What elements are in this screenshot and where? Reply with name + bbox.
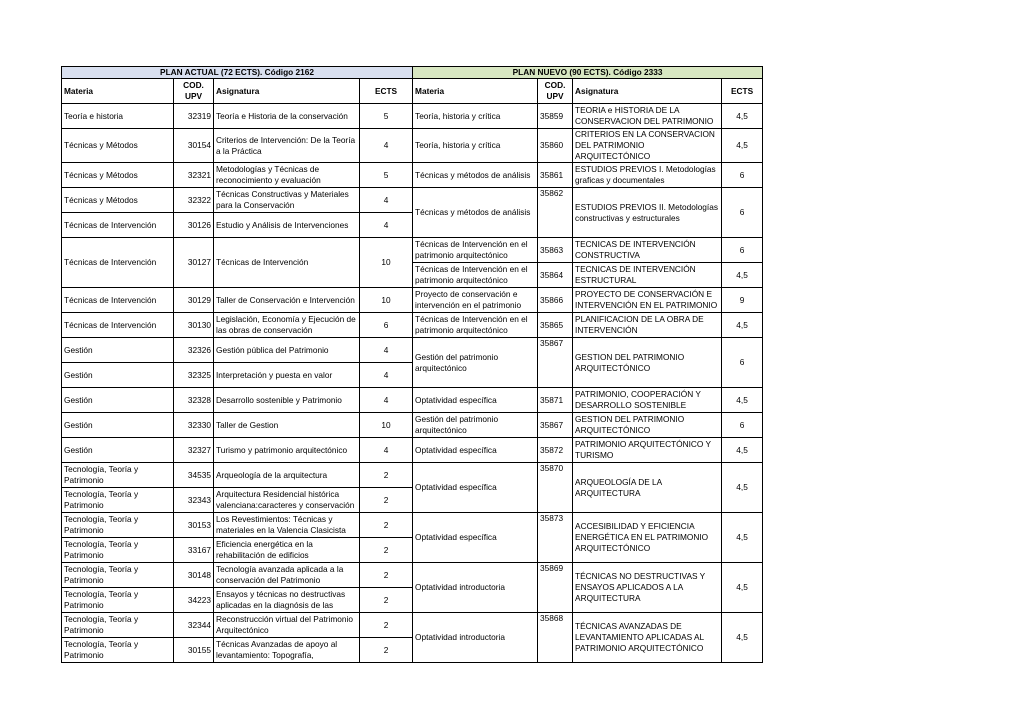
nuevo-materia: Gestión del patrimonio arquitectónico (413, 413, 538, 438)
actual-materia: Tecnología, Teoría y Patrimonio (62, 513, 174, 538)
header-asignatura: Asignatura (214, 79, 360, 104)
actual-ects: 4 (360, 338, 413, 363)
nuevo-asignatura: GESTION DEL PATRIMONIO ARQUITECTÓNICO (573, 338, 722, 388)
actual-ects: 2 (360, 538, 413, 563)
actual-materia: Gestión (62, 413, 174, 438)
nuevo-cod: 35867 (538, 338, 573, 388)
nuevo-ects: 6 (722, 413, 763, 438)
nuevo-cod: 35862 (538, 188, 573, 238)
nuevo-asignatura: ESTUDIOS PREVIOS I. Metodologías graficas y documentales (573, 163, 722, 188)
equivalence-table (61, 66, 763, 663)
header-materia: Materia (62, 79, 174, 104)
nuevo-asignatura: CRITERIOS EN LA CONSERVACION DEL PATRIMONIO ARQUITECTÓNICO (573, 129, 722, 163)
nuevo-materia: Optatividad específica (413, 438, 538, 463)
nuevo-asignatura: TÉCNICAS AVANZADAS DE LEVANTAMIENTO APLICADAS AL PATRIMONIO ARQUITECTÓNICO (573, 613, 722, 663)
actual-asignatura: Técnicas Constructivas y Materiales para la Conservación (214, 188, 360, 213)
table-row (62, 288, 763, 313)
nuevo-cod: 35866 (538, 288, 573, 313)
nuevo-ects: 4,5 (722, 438, 763, 463)
actual-ects: 10 (360, 288, 413, 313)
nuevo-materia: Teoría, historia y crítica (413, 129, 538, 163)
header-materia: Materia (413, 79, 538, 104)
actual-cod: 32343 (174, 488, 214, 513)
table-row (62, 188, 763, 213)
nuevo-materia: Optatividad específica (413, 513, 538, 563)
nuevo-ects: 6 (722, 188, 763, 238)
nuevo-materia: Optatividad específica (413, 388, 538, 413)
nuevo-ects: 4,5 (722, 563, 763, 613)
nuevo-ects: 4,5 (722, 463, 763, 513)
nuevo-asignatura: PROYECTO DE CONSERVACIÓN E INTERVENCIÓN EN EL PATRIMONIO (573, 288, 722, 313)
nuevo-ects: 4,5 (722, 313, 763, 338)
nuevo-cod: 35864 (538, 263, 573, 288)
nuevo-materia: Optatividad introductoria (413, 563, 538, 613)
nuevo-materia: Técnicas de Intervención en el patrimonio arquitectónico (413, 238, 538, 263)
table-row (62, 513, 763, 538)
actual-ects: 4 (360, 388, 413, 413)
actual-asignatura: Los Revestimientos: Técnicas y materiales en la Valencia Clasicista (214, 513, 360, 538)
nuevo-cod: 35869 (538, 563, 573, 613)
nuevo-materia: Técnicas de Intervención en el patrimonio arquitectónico (413, 263, 538, 288)
nuevo-cod: 35868 (538, 613, 573, 663)
actual-ects: 2 (360, 613, 413, 638)
actual-asignatura: Turismo y patrimonio arquitectónico (214, 438, 360, 463)
nuevo-materia: Gestión del patrimonio arquitectónico (413, 338, 538, 388)
nuevo-ects: 6 (722, 163, 763, 188)
actual-cod: 32325 (174, 363, 214, 388)
actual-cod: 30153 (174, 513, 214, 538)
actual-cod: 32327 (174, 438, 214, 463)
nuevo-cod: 35859 (538, 104, 573, 129)
nuevo-asignatura: ESTUDIOS PREVIOS II. Metodologías constructivas y estructurales (573, 188, 722, 238)
plan-nuevo-title: PLAN NUEVO (90 ECTS). Código 2333 (413, 67, 763, 79)
actual-materia: Tecnología, Teoría y Patrimonio (62, 488, 174, 513)
actual-asignatura: Criterios de Intervención: De la Teoría a la Práctica (214, 129, 360, 163)
actual-cod: 32330 (174, 413, 214, 438)
header-ects: ECTS (722, 79, 763, 104)
actual-materia: Tecnología, Teoría y Patrimonio (62, 463, 174, 488)
actual-materia: Técnicas de Intervención (62, 238, 174, 288)
actual-cod: 34223 (174, 588, 214, 613)
actual-cod: 34535 (174, 463, 214, 488)
nuevo-cod: 35863 (538, 238, 573, 263)
table-row (62, 104, 763, 129)
nuevo-materia: Técnicas y métodos de análisis (413, 188, 538, 238)
actual-materia: Tecnología, Teoría y Patrimonio (62, 638, 174, 663)
nuevo-materia: Optatividad específica (413, 463, 538, 513)
nuevo-asignatura: TECNICAS DE INTERVENCIÓN CONSTRUCTIVA (573, 238, 722, 263)
actual-asignatura: Taller de Gestion (214, 413, 360, 438)
actual-cod: 30148 (174, 563, 214, 588)
actual-materia: Gestión (62, 438, 174, 463)
actual-cod: 33167 (174, 538, 214, 563)
nuevo-ects: 4,5 (722, 613, 763, 663)
actual-cod: 30130 (174, 313, 214, 338)
nuevo-ects: 4,5 (722, 104, 763, 129)
actual-cod: 30127 (174, 238, 214, 288)
actual-ects: 5 (360, 104, 413, 129)
actual-ects: 4 (360, 188, 413, 213)
actual-cod: 30154 (174, 129, 214, 163)
actual-cod: 32321 (174, 163, 214, 188)
actual-materia: Gestión (62, 363, 174, 388)
nuevo-cod: 35867 (538, 413, 573, 438)
actual-asignatura: Taller de Conservación e Intervención (214, 288, 360, 313)
actual-ects: 2 (360, 638, 413, 663)
actual-asignatura: Gestión pública del Patrimonio (214, 338, 360, 363)
table-row (62, 438, 763, 463)
table-row (62, 238, 763, 263)
header-ects: ECTS (360, 79, 413, 104)
actual-ects: 2 (360, 563, 413, 588)
actual-asignatura: Arquitectura Residencial histórica valenciana:caracteres y conservación (214, 488, 360, 513)
nuevo-asignatura: PLANIFICACION DE LA OBRA DE INTERVENCIÓN (573, 313, 722, 338)
actual-materia: Técnicas y Métodos (62, 188, 174, 213)
actual-cod: 30129 (174, 288, 214, 313)
nuevo-cod: 35870 (538, 463, 573, 513)
actual-asignatura: Reconstrucción virtual del Patrimonio Arquitectónico (214, 613, 360, 638)
actual-materia: Técnicas y Métodos (62, 163, 174, 188)
actual-ects: 4 (360, 438, 413, 463)
nuevo-ects: 4,5 (722, 263, 763, 288)
actual-materia: Gestión (62, 338, 174, 363)
actual-asignatura: Legislación, Economía y Ejecución de las obras de conservación (214, 313, 360, 338)
actual-asignatura: Eficiencia energética en la rehabilitación de edificios (214, 538, 360, 563)
actual-asignatura: Arqueología de la arquitectura (214, 463, 360, 488)
actual-materia: Teoría e historia (62, 104, 174, 129)
actual-ects: 4 (360, 129, 413, 163)
actual-cod: 32326 (174, 338, 214, 363)
table-row (62, 129, 763, 163)
nuevo-asignatura: GESTION DEL PATRIMONIO ARQUITECTÓNICO (573, 413, 722, 438)
actual-ects: 6 (360, 313, 413, 338)
nuevo-cod: 35871 (538, 388, 573, 413)
actual-cod: 30155 (174, 638, 214, 663)
actual-ects: 2 (360, 513, 413, 538)
nuevo-asignatura: TEORIA e HISTORIA DE LA CONSERVACION DEL PATRIMONIO (573, 104, 722, 129)
actual-cod: 32344 (174, 613, 214, 638)
actual-cod: 32319 (174, 104, 214, 129)
actual-materia: Técnicas y Métodos (62, 129, 174, 163)
actual-asignatura: Desarrollo sostenible y Patrimonio (214, 388, 360, 413)
nuevo-asignatura: ACCESIBILIDAD Y EFICIENCIA ENERGÉTICA EN EL PATRIMONIO ARQUITECTÓNICO (573, 513, 722, 563)
nuevo-ects: 4,5 (722, 129, 763, 163)
nuevo-asignatura: TECNICAS DE INTERVENCIÓN ESTRUCTURAL (573, 263, 722, 288)
actual-ects: 4 (360, 213, 413, 238)
nuevo-materia: Técnicas de Intervención en el patrimonio arquitectónico (413, 313, 538, 338)
nuevo-materia: Teoría, historia y crítica (413, 104, 538, 129)
table-row (62, 563, 763, 588)
actual-materia: Técnicas de Intervención (62, 313, 174, 338)
actual-materia: Tecnología, Teoría y Patrimonio (62, 563, 174, 588)
actual-asignatura: Técnicas de Intervención (214, 238, 360, 288)
actual-asignatura: Tecnología avanzada aplicada a la conservación del Patrimonio (214, 563, 360, 588)
table-row (62, 338, 763, 363)
table-row (62, 463, 763, 488)
nuevo-materia: Técnicas y métodos de análisis (413, 163, 538, 188)
actual-materia: Gestión (62, 388, 174, 413)
actual-materia: Tecnología, Teoría y Patrimonio (62, 613, 174, 638)
table-row (62, 613, 763, 638)
header-cod: COD. UPV (538, 79, 573, 104)
actual-asignatura: Teoría e Historia de la conservación (214, 104, 360, 129)
nuevo-materia: Proyecto de conservación e intervención en el patrimonio (413, 288, 538, 313)
table-row (62, 413, 763, 438)
nuevo-ects: 6 (722, 238, 763, 263)
nuevo-materia: Optatividad introductoria (413, 613, 538, 663)
actual-ects: 2 (360, 463, 413, 488)
nuevo-ects: 9 (722, 288, 763, 313)
actual-ects: 10 (360, 413, 413, 438)
nuevo-ects: 4,5 (722, 388, 763, 413)
nuevo-cod: 35872 (538, 438, 573, 463)
nuevo-asignatura: ARQUEOLOGÍA DE LA ARQUITECTURA (573, 463, 722, 513)
actual-materia: Técnicas de Intervención (62, 288, 174, 313)
actual-cod: 30126 (174, 213, 214, 238)
nuevo-asignatura: PATRIMONIO ARQUITECTÓNICO Y TURISMO (573, 438, 722, 463)
table-row (62, 163, 763, 188)
actual-cod: 32322 (174, 188, 214, 213)
actual-ects: 4 (360, 363, 413, 388)
nuevo-asignatura: TÉCNICAS NO DESTRUCTIVAS Y ENSAYOS APLICADOS A LA ARQUITECTURA (573, 563, 722, 613)
header-asignatura: Asignatura (573, 79, 722, 104)
plan-actual-title: PLAN ACTUAL (72 ECTS). Código 2162 (62, 67, 413, 79)
actual-asignatura: Ensayos y técnicas no destructivas aplicadas en la diagnósis de las (214, 588, 360, 613)
actual-asignatura: Metodologías y Técnicas de reconocimiento y evaluación (214, 163, 360, 188)
table-row (62, 313, 763, 338)
table-row (62, 388, 763, 413)
nuevo-ects: 4,5 (722, 513, 763, 563)
nuevo-cod: 35861 (538, 163, 573, 188)
actual-materia: Tecnología, Teoría y Patrimonio (62, 538, 174, 563)
actual-asignatura: Técnicas Avanzadas de apoyo al levantamiento: Topografía, (214, 638, 360, 663)
actual-ects: 2 (360, 588, 413, 613)
actual-asignatura: Estudio y Análisis de Intervenciones (214, 213, 360, 238)
nuevo-cod: 35873 (538, 513, 573, 563)
nuevo-cod: 35865 (538, 313, 573, 338)
actual-ects: 2 (360, 488, 413, 513)
actual-ects: 5 (360, 163, 413, 188)
header-cod: COD. UPV (174, 79, 214, 104)
actual-cod: 32328 (174, 388, 214, 413)
actual-asignatura: Interpretación y puesta en valor (214, 363, 360, 388)
nuevo-ects: 6 (722, 338, 763, 388)
nuevo-asignatura: PATRIMONIO, COOPERACIÓN Y DESARROLLO SOSTENIBLE (573, 388, 722, 413)
actual-materia: Técnicas de Intervención (62, 213, 174, 238)
nuevo-cod: 35860 (538, 129, 573, 163)
actual-materia: Tecnología, Teoría y Patrimonio (62, 588, 174, 613)
actual-ects: 10 (360, 238, 413, 288)
